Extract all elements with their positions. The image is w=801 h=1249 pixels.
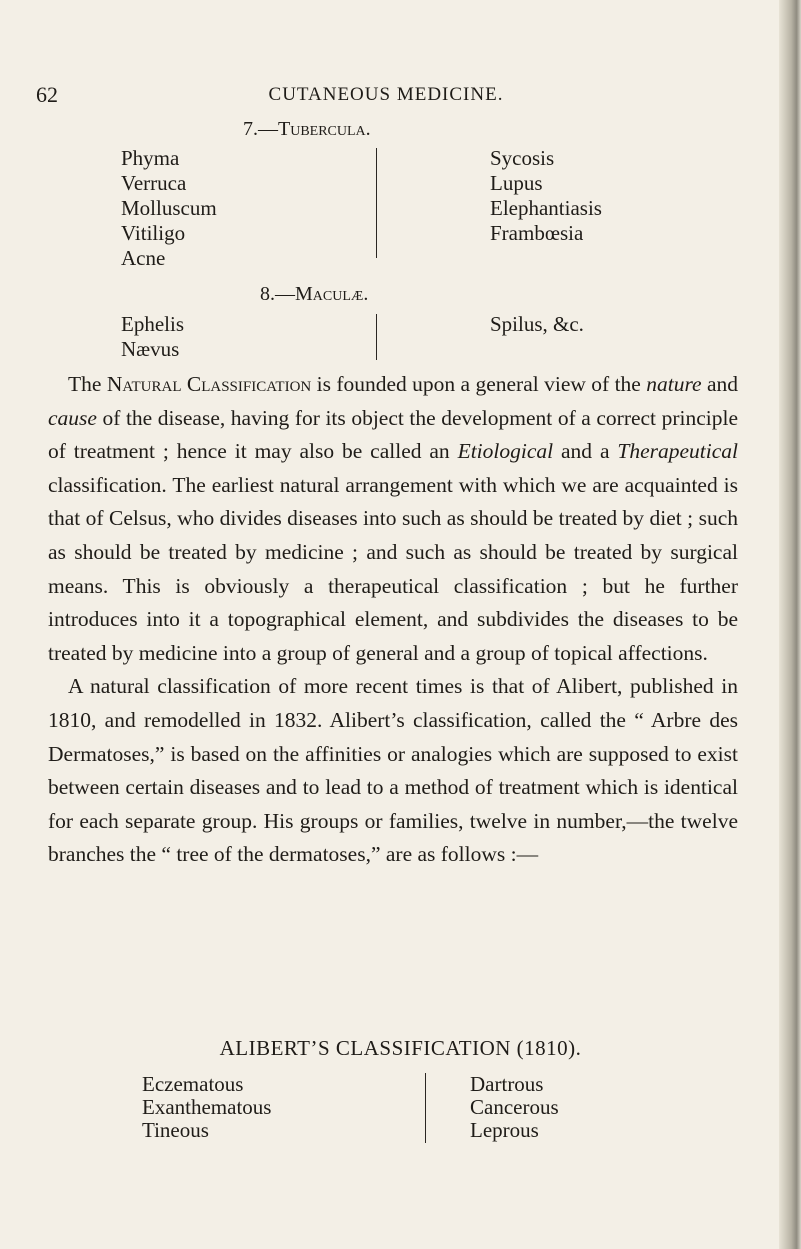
alibert-classification-title: ALIBERT’S CLASSIFICATION (1810).: [219, 1036, 582, 1060]
group-8-right-list: [490, 312, 584, 337]
list-item: Phyma: [121, 146, 180, 170]
list-item: Dartrous: [470, 1072, 544, 1096]
list-item: Exanthematous: [142, 1095, 272, 1119]
divider-line: [425, 1073, 426, 1143]
list-item: Cancerous: [470, 1095, 559, 1119]
group-7-left-list: [121, 146, 217, 271]
list-item: Spilus, &c.: [490, 312, 584, 336]
list-item: Vitiligo: [121, 221, 186, 245]
small-caps-term: Natural Classification: [106, 372, 312, 396]
list-item: Acne: [121, 246, 166, 270]
page-header: [36, 82, 736, 112]
page-number: 62: [36, 82, 58, 107]
list-item: Frambœsia: [490, 221, 584, 245]
body-text: [48, 368, 738, 872]
list-item: Verruca: [121, 171, 187, 195]
text-run: and a: [553, 439, 618, 464]
italic-term: cause: [48, 405, 97, 430]
page-edge: [779, 0, 801, 1249]
group-8-title-text: 8.—Maculæ.: [260, 283, 369, 305]
list-item: Molluscum: [121, 196, 217, 220]
divider-line: [376, 314, 377, 360]
text-run: is founded upon a general view of the: [311, 372, 647, 396]
list-item: Leprous: [470, 1118, 539, 1142]
group-7-title-text: 7.—Tubercula.: [243, 118, 371, 140]
list-item: Sycosis: [490, 146, 555, 170]
list-item: Lupus: [490, 171, 543, 195]
text-run: classification. The earliest natural arrangement with which we are acquainted is that of Celsus, who divides diseases into such as should be treated by diet ; such as should be treated by medicine ; and such as should be treated by surgical means. This is obviously a therapeutical classification ; but he further introduces into it a topographical element, and subdivides the diseases to be treated by medicine into a group of general and a group of topical affections.: [48, 472, 738, 665]
text-run: The: [68, 372, 107, 396]
paragraph-alibert: A natural classification of more recent times is that of Alibert, published in 1810, and remodelled in 1832. Alibert’s classification, called the “ Arbre des Dermatoses,” is based on the affinities or analogies which are supposed to exist between certain diseases and to lead to a method of treatment which is identical for each separate group. His groups or families, twelve in number,—the twelve branches the “ tree of the dermatoses,” are as follows :—: [48, 674, 738, 867]
italic-term: Etiological: [457, 439, 554, 464]
italic-term: Therapeutical: [617, 439, 738, 464]
group-7-title: [243, 118, 371, 141]
list-item: Nævus: [121, 337, 180, 361]
list-item: Eczematous: [142, 1072, 244, 1096]
text-run: and: [701, 372, 738, 396]
divider-line: [376, 148, 377, 258]
group-8-title: [260, 283, 368, 306]
italic-term: nature: [646, 372, 702, 396]
alibert-left-list: [142, 1073, 271, 1142]
group-8-left-list: [121, 312, 184, 362]
list-item: Tineous: [142, 1118, 209, 1142]
text-run: of the disease, having for its object the development of a correct principle of treatment ; hence it may also be called an: [48, 405, 738, 464]
paragraph-natural-classification: [48, 368, 738, 670]
running-head: CUTANEOUS MEDICINE.: [268, 84, 504, 105]
list-item: Ephelis: [121, 312, 184, 336]
alibert-right-list: [470, 1073, 559, 1142]
list-item: Elephantiasis: [490, 196, 602, 220]
group-7-right-list: [490, 146, 602, 246]
